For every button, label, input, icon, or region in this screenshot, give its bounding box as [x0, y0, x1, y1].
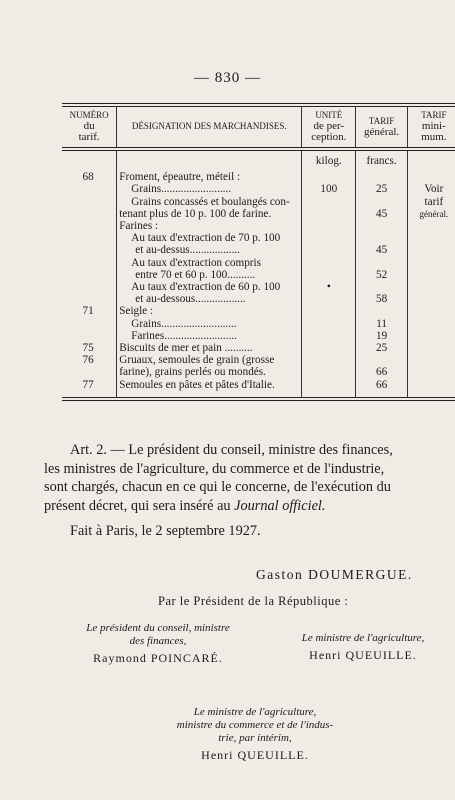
table-row: [62, 171, 455, 183]
unit-of-perception: 100: [302, 183, 356, 195]
unit-of-perception: [302, 305, 356, 317]
signature-bottom: [165, 706, 345, 763]
unit-of-perception: [302, 293, 356, 305]
minimum-tariff: [407, 171, 455, 183]
header-tarif-general: [356, 105, 407, 149]
general-tariff: [356, 354, 407, 366]
header-unite-l1: UNITÉ: [315, 110, 343, 120]
tariff-number: [62, 220, 117, 232]
general-tariff: [356, 196, 407, 208]
table-row: [62, 232, 455, 244]
merchandise-designation: Froment, épeautre, méteil :: [117, 171, 302, 183]
page-number: — 830 —: [194, 70, 261, 86]
table-row: [62, 220, 455, 232]
merchandise-designation: Gruaux, semoules de grain (grosse: [117, 354, 302, 366]
minimum-tariff: [407, 318, 455, 330]
table-row: [62, 208, 455, 220]
unit-of-perception: [302, 257, 356, 269]
tariff-number: [62, 330, 117, 342]
merchandise-designation: Biscuits de mer et pain ..........: [117, 342, 302, 354]
tariff-number: [62, 366, 117, 378]
units-row: [62, 149, 455, 171]
table-row: [62, 305, 455, 317]
general-tariff: [356, 257, 407, 269]
table-row: [62, 366, 455, 378]
merchandise-designation: entre 70 et 60 p. 100..........: [117, 269, 302, 281]
journal-officiel: Journal officiel.: [234, 497, 326, 514]
general-tariff: 25: [356, 342, 407, 354]
minimum-tariff: [407, 281, 455, 293]
table-row: [62, 318, 455, 330]
tariff-number: [62, 232, 117, 244]
article-2: [44, 441, 455, 515]
minimum-tariff: [407, 330, 455, 342]
merchandise-designation: tenant plus de 10 p. 100 de farine.: [117, 208, 302, 220]
header-tarif-general-l2: général.: [364, 125, 400, 138]
minimum-tariff: [407, 220, 455, 232]
tariff-number: 71: [82, 305, 94, 318]
header-numero-l1: NUMÉRO: [69, 110, 109, 120]
tariff-number: 76: [82, 354, 94, 367]
merchandise-designation: Seigle :: [117, 305, 302, 317]
signature-left: [78, 622, 238, 666]
units-rate: francs.: [356, 149, 407, 171]
header-tarif-minimum-l2: mini-: [421, 120, 446, 132]
tariff-number: [62, 318, 117, 330]
minimum-tariff: Voir: [407, 183, 455, 195]
unit-of-perception: [302, 244, 356, 256]
general-tariff: 52: [356, 269, 407, 281]
header-numero-l2: du: [83, 120, 95, 132]
general-tariff: [356, 281, 407, 293]
general-tariff: [356, 232, 407, 244]
merchandise-designation: et au-dessus..................: [117, 244, 302, 256]
merchandise-designation: Farines..........................: [117, 330, 302, 342]
minimum-tariff: [407, 232, 455, 244]
general-tariff: [356, 305, 407, 317]
table-row: [62, 183, 455, 195]
unit-of-perception: [302, 208, 356, 220]
tariff-number: [62, 196, 117, 208]
general-tariff: 25: [356, 183, 407, 195]
general-tariff: 45: [356, 208, 407, 220]
article-line-4: [44, 497, 455, 516]
tariff-number: 75: [82, 342, 94, 355]
unit-of-perception: [302, 220, 356, 232]
table-bottom-rule: [62, 399, 455, 401]
units-unit: kilog.: [302, 149, 356, 171]
merchandise-designation: Au taux d'extraction de 70 p. 100: [117, 232, 302, 244]
header-numero: [62, 105, 117, 149]
table-row: [62, 379, 455, 399]
article-line-1: Art. 2. — Le président du conseil, ministre des finances,: [70, 442, 393, 458]
table-row: [62, 281, 455, 293]
header-tarif-general-l1: TARIF: [368, 115, 395, 126]
unit-of-perception: [302, 318, 356, 330]
signature-right-name: Henri QUEUILLE.: [309, 648, 417, 662]
signature-left-name: Raymond POINCARÉ.: [93, 651, 223, 665]
general-tariff: [356, 171, 407, 183]
tariff-number: 68: [82, 171, 94, 184]
signature-president: Gaston DOUMERGUE.: [256, 567, 413, 582]
unit-of-perception: [302, 171, 356, 183]
table-row: [62, 293, 455, 305]
header-tarif-minimum-l1: TARIF: [421, 110, 447, 120]
merchandise-designation: Grains concassés et boulangés con-: [117, 196, 302, 208]
merchandise-designation: Farines :: [117, 220, 302, 232]
tariff-number: [62, 208, 117, 220]
minimum-tariff: [407, 257, 455, 269]
general-tariff: 11: [356, 318, 407, 330]
merchandise-designation: Grains...........................: [117, 318, 302, 330]
general-tariff: 66: [356, 366, 407, 378]
unit-of-perception: [302, 232, 356, 244]
tariff-number: [62, 293, 117, 305]
table-row: [62, 257, 455, 269]
unit-of-perception: [302, 330, 356, 342]
minimum-tariff: [407, 305, 455, 317]
minimum-tariff: [407, 342, 455, 354]
table-row: [62, 354, 455, 366]
signature-right: [270, 632, 455, 663]
table-row: [62, 342, 455, 354]
general-tariff: 19: [356, 330, 407, 342]
merchandise-designation: Semoules en pâtes et pâtes d'Italie.: [117, 379, 302, 399]
header-unite-l2: de per-: [313, 120, 345, 132]
minimum-tariff: [407, 244, 455, 256]
minimum-tariff: [407, 354, 455, 366]
tariff-number: [62, 281, 117, 293]
par-le-president: Par le Président de la République :: [158, 594, 349, 608]
article-line-3: sont chargés, chacun en ce qui le concerne, de l'exécution du: [44, 479, 391, 495]
minimum-tariff: [407, 269, 455, 281]
header-designation-l1: DÉSIGNATION DES MARCHANDISES.: [131, 121, 287, 131]
signature-bottom-title-2: ministre du commerce et de l'indus-: [176, 719, 334, 731]
table-row: [62, 244, 455, 256]
tariff-number: [62, 244, 117, 256]
unit-of-perception: [302, 269, 356, 281]
tariff-number: [62, 257, 117, 269]
merchandise-designation: et au-dessous..................: [117, 293, 302, 305]
signature-bottom-title-1: Le ministre de l'agriculture,: [193, 706, 317, 718]
table-header-row: [62, 105, 455, 149]
minimum-tariff: [407, 379, 455, 399]
signature-left-title-1: Le président du conseil, ministre: [86, 622, 230, 634]
unit-of-perception: [302, 354, 356, 366]
minimum-tariff: tarif: [407, 196, 455, 208]
general-tariff: 45: [356, 244, 407, 256]
signature-bottom-name: Henri QUEUILLE.: [201, 748, 309, 762]
minimum-tariff: [407, 293, 455, 305]
minimum-tariff: général.: [407, 208, 455, 220]
table-row: [62, 196, 455, 208]
header-unite-l3: ception.: [311, 131, 347, 143]
signature-left-title-2: des finances,: [129, 635, 187, 647]
table-row: [62, 269, 455, 281]
header-designation: [117, 105, 302, 149]
minimum-tariff: [407, 366, 455, 378]
merchandise-designation: Au taux d'extraction de 60 p. 100: [117, 281, 302, 293]
merchandise-designation: Grains.........................: [117, 183, 302, 195]
signature-bottom-title-3: trie, par intérim,: [218, 732, 292, 744]
header-numero-l3: tarif.: [78, 131, 100, 143]
header-tarif-minimum-l3: mum.: [421, 131, 447, 143]
unit-of-perception: [302, 342, 356, 354]
tariff-number: [62, 269, 117, 281]
place-date: Fait à Paris, le 2 septembre 1927.: [70, 523, 261, 539]
signature-right-title: Le ministre de l'agriculture,: [301, 632, 425, 644]
header-tarif-minimum: [407, 105, 455, 149]
general-tariff: 66: [356, 379, 407, 399]
merchandise-designation: farine), grains perlés ou mondés.: [117, 366, 302, 378]
unit-of-perception: •: [302, 281, 356, 293]
unit-of-perception: [302, 366, 356, 378]
tariff-number: 77: [82, 378, 94, 391]
merchandise-designation: Au taux d'extraction compris: [117, 257, 302, 269]
general-tariff: [356, 220, 407, 232]
article-line-2: les ministres de l'agriculture, du commerce et de l'industrie,: [44, 460, 385, 477]
unit-of-perception: [302, 379, 356, 399]
article-line-4-text: présent décret, qui sera inséré au: [44, 497, 235, 514]
tariff-table: [62, 103, 455, 401]
general-tariff: 58: [356, 293, 407, 305]
header-unite: [302, 105, 356, 149]
table-row: [62, 330, 455, 342]
unit-of-perception: [302, 196, 356, 208]
tariff-number: [62, 183, 117, 195]
